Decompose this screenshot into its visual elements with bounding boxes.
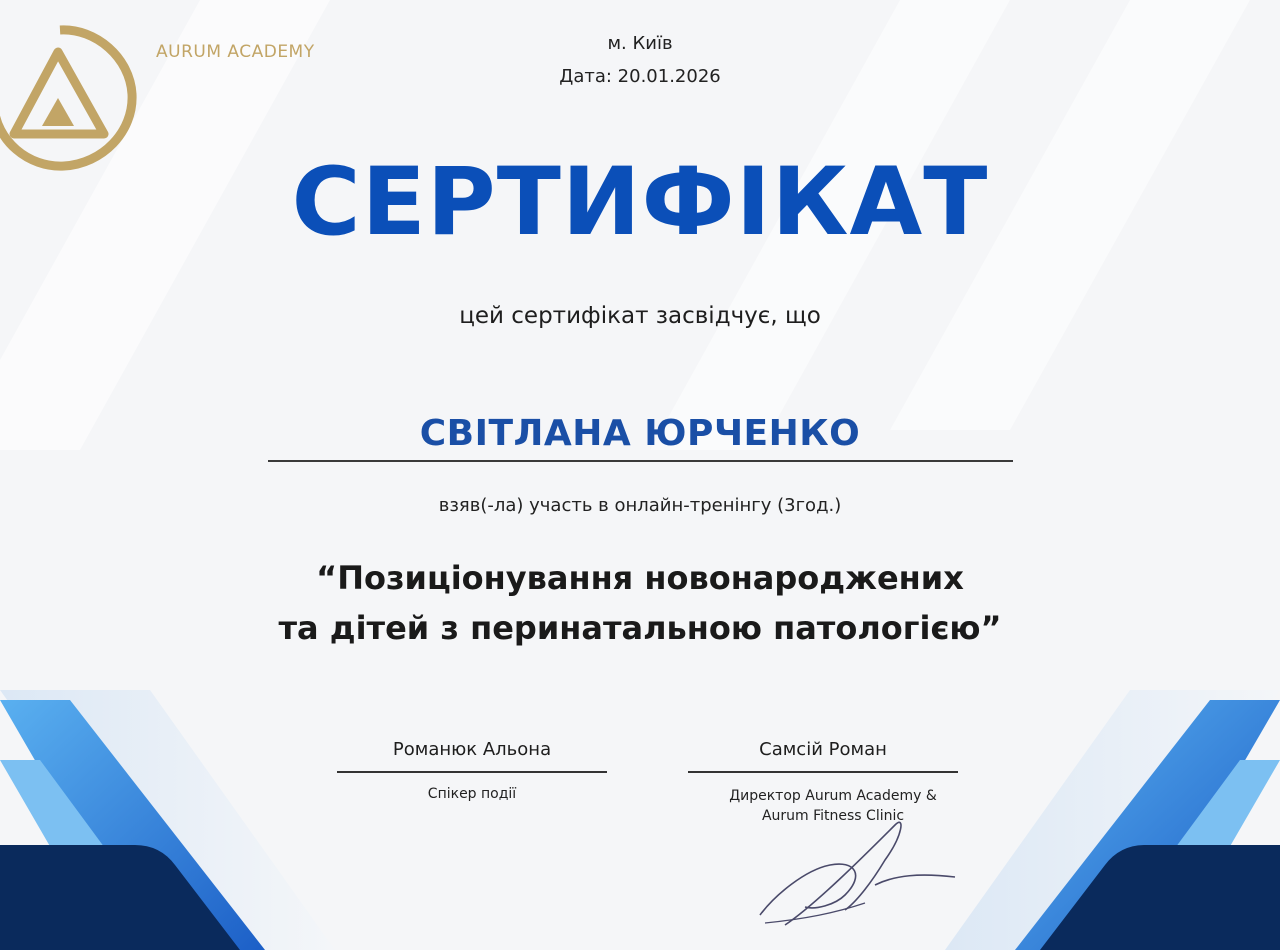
participation-text: взяв(-ла) участь в онлайн-тренінгу (3год.): [438, 495, 842, 516]
course-title-line-1: “Позиціонування новонароджених: [316, 559, 964, 597]
certificate-title: СЕРТИФІКАТ: [291, 148, 989, 257]
speaker-role: Спікер події: [427, 786, 517, 802]
certifies-text: цей сертифікат засвідчує, що: [459, 303, 821, 329]
director-name: Самсій Роман: [759, 739, 887, 760]
city: м. Київ: [607, 33, 673, 54]
director-signature-line: [688, 771, 958, 773]
aurum-academy-logo: [0, 22, 140, 172]
course-title: [140, 553, 1140, 653]
recipient-underline: [268, 460, 1013, 462]
course-title-line-2: та дітей з перинатальною патологією”: [278, 609, 1002, 647]
speaker-signature-line: [337, 771, 607, 773]
handwritten-signature: [745, 815, 965, 935]
director-role-line-2: Aurum Fitness Clinic: [761, 808, 905, 824]
date: Дата: 20.01.2026: [559, 66, 721, 87]
brand-name: AURUM ACADEMY: [156, 42, 315, 62]
speaker-name: Романюк Альона: [392, 739, 552, 760]
director-role-line-1: Директор Aurum Academy &: [729, 788, 937, 804]
recipient-name: СВІТЛАНА ЮРЧЕНКО: [419, 413, 861, 454]
